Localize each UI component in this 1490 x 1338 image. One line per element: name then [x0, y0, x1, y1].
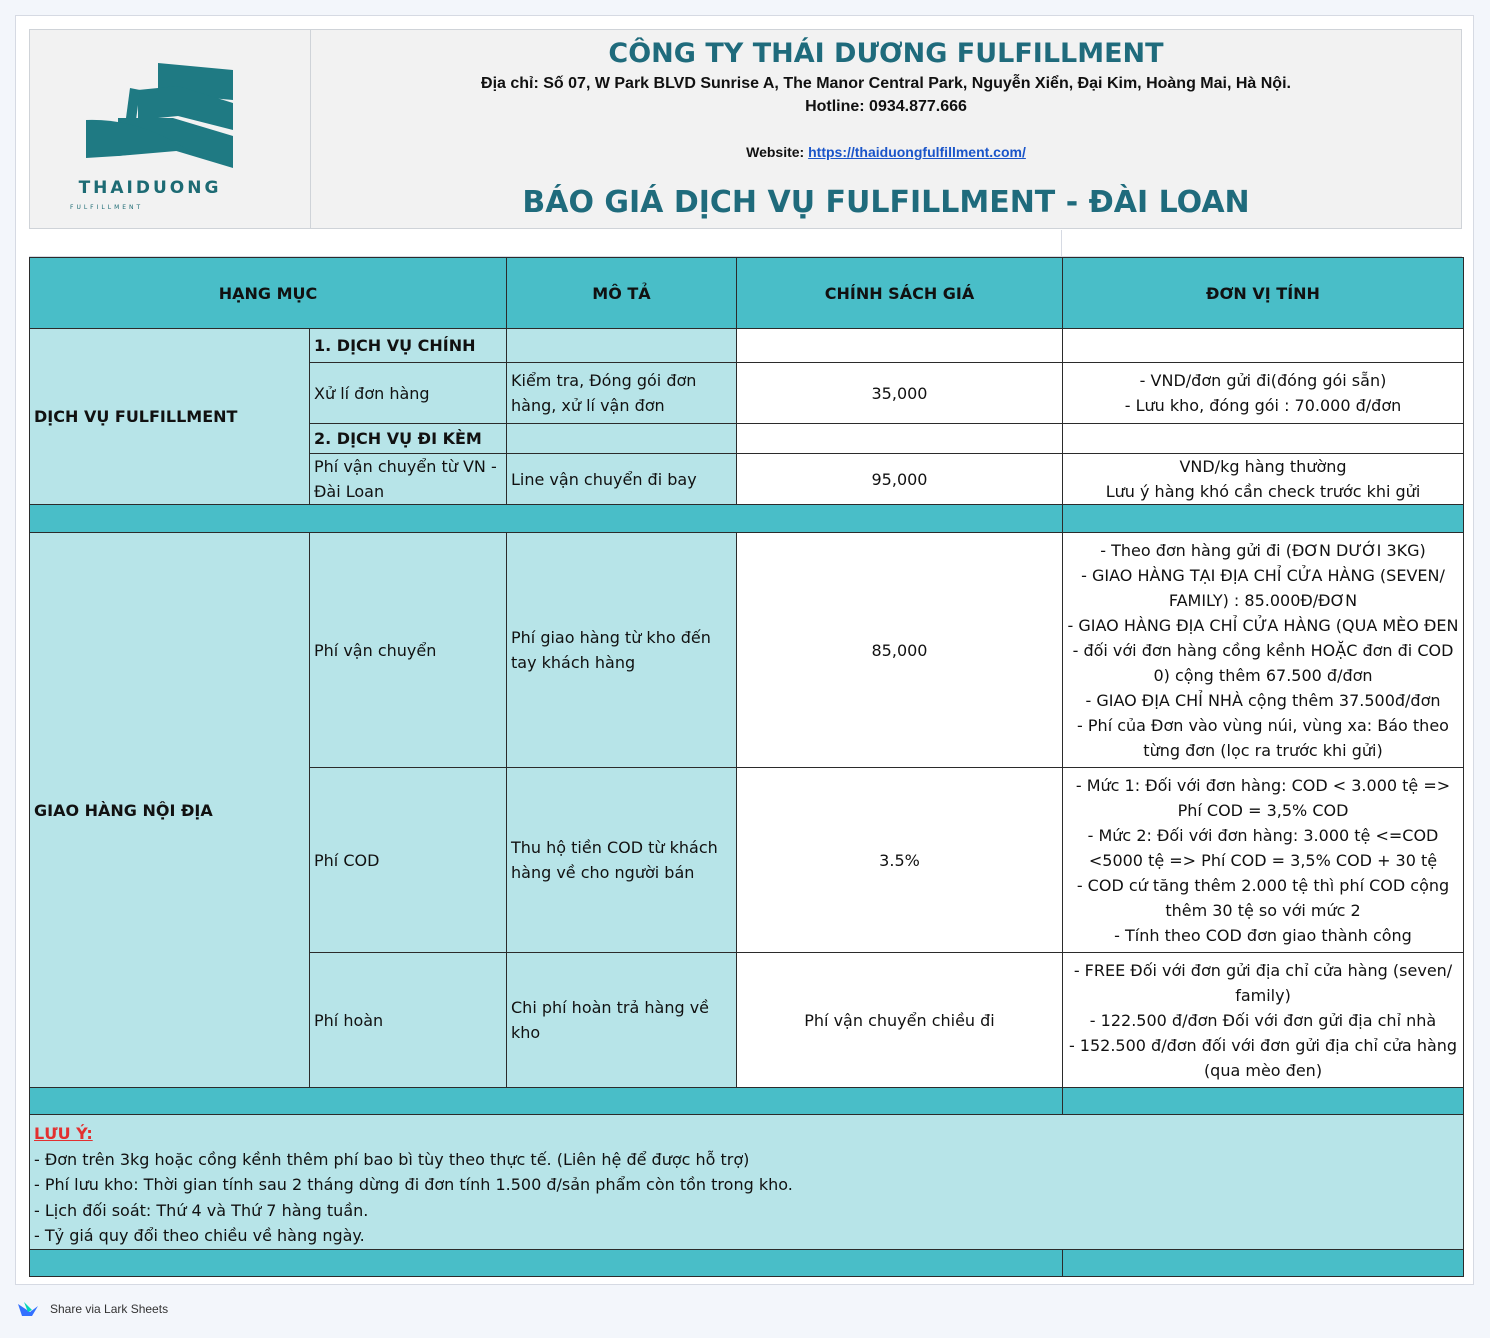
- section-extra-service: 2. DỊCH VỤ ĐI KÈM: [310, 424, 507, 454]
- header-price-policy: CHÍNH SÁCH GIÁ: [737, 258, 1063, 329]
- logo-wordmark: THAIDUONG: [78, 178, 222, 198]
- table-row: [30, 329, 1464, 363]
- notes-cell: [30, 1115, 1464, 1250]
- unit-line: - 122.500 đ/đơn Đối với đơn gửi địa chỉ nhà: [1089, 1010, 1437, 1030]
- separator-cell: [1063, 505, 1464, 533]
- notes-row: [30, 1115, 1464, 1250]
- item-return-fee: Phí hoàn: [310, 953, 507, 1088]
- unit-line: Lưu ý hàng khó cần check trước khi gửi: [1105, 482, 1421, 501]
- unit-order-processing: [1063, 363, 1464, 424]
- desc-delivery-fee: Phí giao hàng từ kho đến tay khách hàng: [507, 533, 737, 768]
- share-text[interactable]: Share via Lark Sheets: [50, 1302, 169, 1316]
- unit-line: - Lưu kho, đóng gói : 70.000 đ/đơn: [1124, 396, 1402, 415]
- separator-cell: [30, 505, 1063, 533]
- cell-empty: [507, 424, 737, 454]
- desc-return-fee: Chi phí hoàn trả hàng về kho: [507, 953, 737, 1088]
- separator-cell: [1063, 1088, 1464, 1115]
- price-order-processing: 35,000: [737, 363, 1063, 424]
- cell-empty: [737, 424, 1063, 454]
- header-category: HẠNG MỤC: [30, 258, 507, 329]
- unit-line: - Tính theo COD đơn giao thành công: [1114, 925, 1412, 945]
- note-line: - Lịch đối soát: Thứ 4 và Thứ 7 hàng tuần.: [34, 1200, 369, 1220]
- website-label: Website:: [746, 144, 805, 160]
- item-delivery-fee: Phí vận chuyển: [310, 533, 507, 768]
- separator-cell: [30, 1250, 1063, 1277]
- company-address: Địa chỉ: Số 07, W Park BLVD Sunrise A, The Manor Central Park, Nguyễn Xiển, Đại Kim, Hoàng Mai, Hà Nội.: [481, 75, 1291, 92]
- desc-intl-shipping: Line vận chuyển đi bay: [507, 454, 737, 505]
- section-main-service: 1. DỊCH VỤ CHÍNH: [310, 329, 507, 363]
- note-line: - Phí lưu kho: Thời gian tính sau 2 tháng dừng đi đơn tính 1.500 đ/sản phẩm còn tồn trong kho.: [34, 1175, 793, 1194]
- unit-return-fee: [1063, 953, 1464, 1088]
- category-fulfillment: DỊCH VỤ FULFILLMENT: [30, 329, 310, 505]
- lark-logo-icon: [16, 1300, 40, 1320]
- website-link[interactable]: https://thaiduongfulfillment.com/: [808, 144, 1026, 160]
- separator-row: [30, 505, 1464, 533]
- unit-cod-fee: [1063, 768, 1464, 953]
- unit-line: - Phí của Đơn vào vùng núi, vùng xa: Báo theo từng đơn (lọc ra trước khi gửi): [1077, 715, 1449, 760]
- unit-line: - GIAO HÀNG ĐỊA CHỈ CỬA HÀNG (QUA MÈO ĐEN - đối với đơn hàng cồng kềnh HOẶC đơn đi COD 0) cộng thêm 67.500 đ/đơn: [1067, 615, 1459, 685]
- company-name: CÔNG TY THÁI DƯƠNG FULFILLMENT: [608, 38, 1164, 69]
- separator-row: [30, 1250, 1464, 1277]
- price-delivery-fee: 85,000: [737, 533, 1063, 768]
- unit-line: - Mức 1: Đối với đơn hàng: COD < 3.000 tệ => Phí COD = 3,5% COD: [1075, 775, 1451, 820]
- quote-header: [29, 29, 1462, 229]
- desc-cod-fee: Thu hộ tiền COD từ khách hàng về cho người bán: [507, 768, 737, 953]
- thaiduong-logo-icon: [78, 58, 238, 178]
- price-return-fee: Phí vận chuyển chiều đi: [737, 953, 1063, 1088]
- price-table: [29, 257, 1464, 1277]
- table-row: [30, 533, 1464, 768]
- cell-empty: [507, 329, 737, 363]
- unit-line: - FREE Đối với đơn gửi địa chỉ cửa hàng (seven/ family): [1073, 960, 1453, 1005]
- logo-area: [30, 30, 311, 228]
- note-line: - Đơn trên 3kg hoặc cồng kềnh thêm phí bao bì tùy theo thực tế. (Liên hệ để được hỗ trợ): [34, 1149, 750, 1169]
- unit-line: - COD cứ tăng thêm 2.000 tệ thì phí COD cộng thêm 30 tệ so với mức 2: [1076, 875, 1450, 920]
- header-text: [311, 30, 1461, 228]
- company-hotline: Hotline: 0934.877.666: [805, 98, 967, 115]
- item-cod-fee: Phí COD: [310, 768, 507, 953]
- category-domestic: GIAO HÀNG NỘI ĐỊA: [30, 533, 310, 1088]
- unit-line: - Mức 2: Đối với đơn hàng: 3.000 tệ <=COD <5000 tệ => Phí COD = 3,5% COD + 30 tệ: [1087, 825, 1439, 870]
- cell-empty: [1063, 329, 1464, 363]
- cell-empty: [1063, 424, 1464, 454]
- separator-row: [30, 1088, 1464, 1115]
- quote-title: BÁO GIÁ DỊCH VỤ FULFILLMENT - ĐÀI LOAN: [522, 185, 1250, 220]
- unit-line: - GIAO ĐỊA CHỈ NHÀ cộng thêm 37.500đ/đơn: [1085, 690, 1441, 710]
- unit-line: VND/kg hàng thường: [1179, 457, 1347, 476]
- unit-line: - Theo đơn hàng gửi đi (ĐƠN DƯỚI 3KG): [1100, 540, 1426, 560]
- item-intl-shipping: Phí vận chuyển từ VN - Đài Loan: [310, 454, 507, 505]
- unit-delivery-fee: [1063, 533, 1464, 768]
- item-order-processing: Xử lí đơn hàng: [310, 363, 507, 424]
- spreadsheet-sheet: [15, 15, 1474, 1285]
- price-cod-fee: 3.5%: [737, 768, 1063, 953]
- unit-line: - VND/đơn gửi đi(đóng gói sẵn): [1139, 371, 1387, 390]
- company-website: [311, 144, 1461, 160]
- table-header-row: [30, 258, 1464, 329]
- header-description: MÔ TẢ: [507, 258, 737, 329]
- unit-line: - GIAO HÀNG TẠI ĐỊA CHỈ CỬA HÀNG (SEVEN/ FAMILY) : 85.000Đ/ĐƠN: [1081, 565, 1445, 610]
- price-intl-shipping: 95,000: [737, 454, 1063, 505]
- separator-cell: [1063, 1250, 1464, 1277]
- header-unit: ĐƠN VỊ TÍNH: [1063, 258, 1464, 329]
- notes-title: LƯU Ý:: [34, 1124, 93, 1143]
- desc-order-processing: Kiểm tra, Đóng gói đơn hàng, xử lí vận đơn: [507, 363, 737, 424]
- unit-intl-shipping: [1063, 454, 1464, 505]
- note-line: - Tỷ giá quy đổi theo chiều về hàng ngày.: [34, 1226, 365, 1245]
- unit-line: - 152.500 đ/đơn đối với đơn gửi địa chỉ cửa hàng (qua mèo đen): [1068, 1035, 1458, 1080]
- logo-subtext: FULFILLMENT: [70, 204, 144, 211]
- spacer-row: [29, 230, 1462, 257]
- cell-empty: [737, 329, 1063, 363]
- separator-cell: [30, 1088, 1063, 1115]
